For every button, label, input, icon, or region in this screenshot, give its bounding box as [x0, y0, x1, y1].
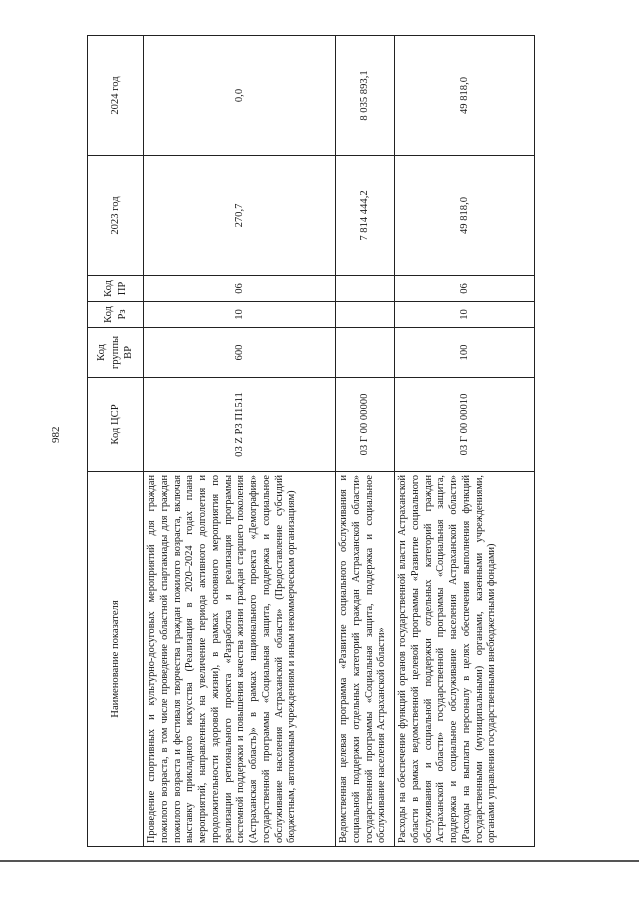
row-2024: 8 035 893,1 [336, 36, 395, 156]
row-vr: 600 [144, 328, 336, 378]
row-2024: 0,0 [144, 36, 336, 156]
rotated-page [87, 36, 524, 847]
row-csr: 03 Г 00 00000 [336, 378, 395, 472]
row-2024: 49 818,0 [395, 36, 535, 156]
row-rz: 10 [144, 302, 336, 328]
header-csr: Код ЦСР [88, 378, 144, 472]
page-number: 982 [50, 426, 62, 443]
table-row [395, 36, 535, 847]
row-2023: 49 818,0 [395, 156, 535, 276]
row-pr [336, 276, 395, 302]
row-name: Ведомственная целевая программа «Развитие социального обслуживания и социальной поддержки отдельных категорий граждан Астраханской области» государственной программы «Социальная защита, поддержка и социальное обслуживание населения Астраханской области» [336, 472, 395, 847]
row-vr [336, 328, 395, 378]
table-header-row [88, 36, 144, 847]
scan-edge-line [0, 860, 639, 862]
row-pr: 06 [395, 276, 535, 302]
table-row [336, 36, 395, 847]
row-vr: 100 [395, 328, 535, 378]
row-2023: 7 814 444,2 [336, 156, 395, 276]
budget-table [87, 35, 535, 847]
row-csr: 03 Г 00 00010 [395, 378, 535, 472]
row-rz: 10 [395, 302, 535, 328]
header-pr: Код ПР [88, 276, 144, 302]
row-pr: 06 [144, 276, 336, 302]
row-csr: 03 Z P3 П1511 [144, 378, 336, 472]
row-rz [336, 302, 395, 328]
row-name: Расходы на обеспечение функций органов государственной власти Астраханской области в рамках ведомственной целевой программы «Развитие социального обслуживания и социальной поддержки отдельных категорий граждан Астраханской области» государственной программы «Социальная защита, поддержка и социальное обслуживание населения Астраханской области» (Расходы на выплаты персоналу в целях обеспечения выполнения функций государственными (муниципальными) органами, казенными учреждениями, органами управления государственными внебюджетными фондами) [395, 472, 535, 847]
header-2024: 2024 год [88, 36, 144, 156]
header-2023: 2023 год [88, 156, 144, 276]
table-row [144, 36, 336, 847]
row-name: Проведение спортивных и культурно-досуговых мероприятий для граждан пожилого возраста, в том числе проведение областной спартакиады для граждан пожилого возраста и фестиваля творчества граждан пожилого возраста, включая выставку прикладного искусства (Реализация в 2020–2024 годах плана мероприятий, направленных на увеличение периода активного долголетия и продолжительности здоровой жизни), в рамках основного мероприятия по реализации регионального проекта «Разработка и реализация программы системной поддержки и повышения качества жизни граждан старшего поколения (Астраханская область)» в рамках национального проекта «Демография» государственной программы «Социальная защита, поддержка и социальное обслуживание населения Астраханской области» (Предоставление субсидий бюджетным, автономным учреждениям и иным некоммерческим организациям) [144, 472, 336, 847]
header-name: Наименование показателя [88, 472, 144, 847]
header-rz: Код Рз [88, 302, 144, 328]
row-2023: 270,7 [144, 156, 336, 276]
header-vr: Код группы ВР [88, 328, 144, 378]
